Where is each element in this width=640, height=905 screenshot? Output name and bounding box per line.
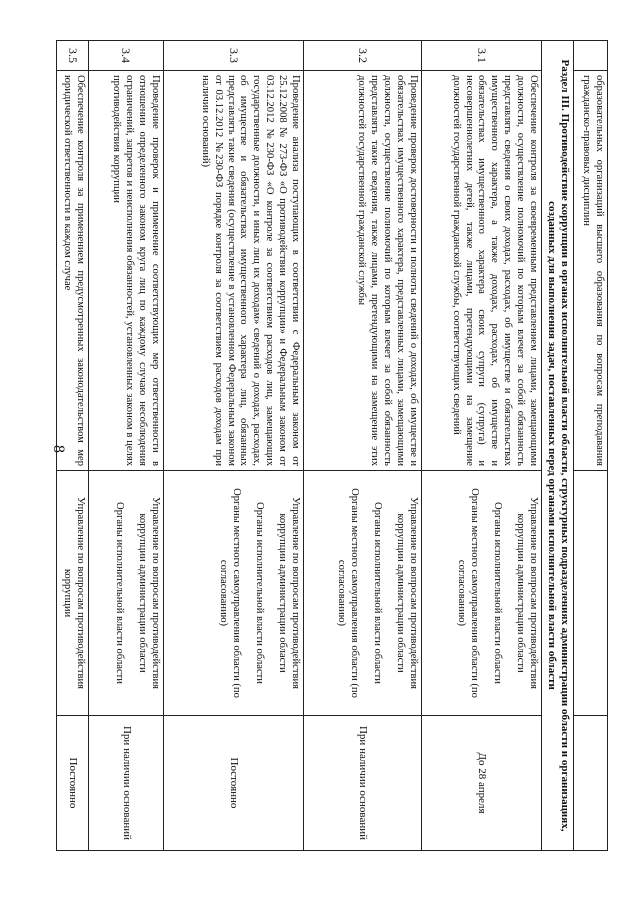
executor: Органы местного самоуправления области (по согласованию) [218,488,243,698]
section-header-row [542,41,574,851]
page-number: 8 [50,445,67,453]
action-text: Проведение проверок и применение соответствующих мер ответственности в отношении определенного законом круга лиц по каждому случаю несоблюдения ограничений, запретов и неисполнения обязанностей, установленных законом в целях противодействия коррупции [89,71,164,471]
table-row [422,41,542,851]
executor: Управление по вопросам противодействия коррупции [62,496,87,689]
executor: Органы исполнительной власти области [114,502,126,684]
executors-cell [304,471,422,716]
action-text: Проведение анализа поступающих в соответствии с Федеральным законом от 25.12.2008 № 273-ФЗ «О противодействии коррупции» и Федеральным законом от 03.12.2012 №230-ФЗ «О контроле за соответствием расходов лиц, замещающих государственные должности, и иных лиц их доходам» сведений о доходах, расходах, об имуществе и обязательствах имущественного характера лиц, обязанных представлять такие сведения (осуществление в установленном Федеральным законом от 03.12.2012 №230-ФЗ порядке контроля за соответствием расходов доходам при наличии оснований) [164,71,304,471]
executor: Управление по вопросам противодействия коррупции администрации области [137,496,162,689]
term-cell: До 28 апреля [422,716,542,851]
row-number: 3.4 [89,41,164,71]
row-number: 3.1 [422,41,542,71]
action-text: Проведение проверок достоверности и полноты сведений о доходах, об имуществе и обязательствах имущественного характера, представленных лицами, замещающими должности, осуществление полномочий по которым влечет за собой обязанность представлять такие сведения, также лицами, претендующими на замещение этих должностей государственной гражданской службы [304,71,422,471]
term-cell: При наличии оснований [304,716,422,851]
section-title: Раздел III. Противодействие коррупции в органах исполнительной власти области, структурных подразделениях администрации области и организациях, созданных для выполнения задач, поставленных перед органами исполнительной власти области [542,41,574,851]
table-row [89,41,164,851]
executor: Управление по вопросам противодействия коррупции администрации области [395,496,420,689]
action-plan-table [56,40,608,851]
term-cell: Постоянно [164,716,304,851]
term-cell: Постоянно [57,716,89,851]
row-number: 3.5 [57,41,89,71]
row-number [574,41,608,71]
executor: Органы исполнительной власти области [254,502,266,684]
table-row [164,41,304,851]
executor: Органы местного самоуправления области (по согласованию) [336,488,361,698]
executor: Органы исполнительной власти области [372,502,384,684]
executor: Органы местного самоуправления области (по согласованию) [456,488,481,698]
executors-cell [57,471,89,716]
table-row [57,41,89,851]
action-text: Обеспечение контроля за своевременным представлением лицами, замещающими должности, осуществление полномочий по которым влечет за собой обязанность представлять сведения о своих доходах, расходах, об имуществе и обязательствах имущественного характера, а также доходах, расходах, об имуществе и обязательствах имущественного характера своих супруги (супруга) и несовершеннолетних детей, также лицами, претендующими на замещение должностей государственной гражданской службы, соответствующих сведений [422,71,542,471]
document-page [62,40,608,850]
executor: Управление по вопросам противодействия коррупции администрации области [515,496,540,689]
term-cell [574,716,608,851]
executor: Управление по вопросам противодействия коррупции администрации области [277,496,302,689]
table-row [574,41,608,851]
executors-cell [89,471,164,716]
table-row [304,41,422,851]
executors-cell [574,471,608,716]
executor: Органы исполнительной власти области [492,502,504,684]
executors-cell [164,471,304,716]
executors-cell [422,471,542,716]
action-text: Обеспечение контроля за применением предусмотренных законодательством мер юридической ответственности в каждом случае [57,71,89,471]
row-number: 3.3 [164,41,304,71]
action-text: образовательных организаций высшего образования по вопросам преподавания гражданско-правовых дисциплин [574,71,608,471]
term-cell: При наличии оснований [89,716,164,851]
row-number: 3.2 [304,41,422,71]
